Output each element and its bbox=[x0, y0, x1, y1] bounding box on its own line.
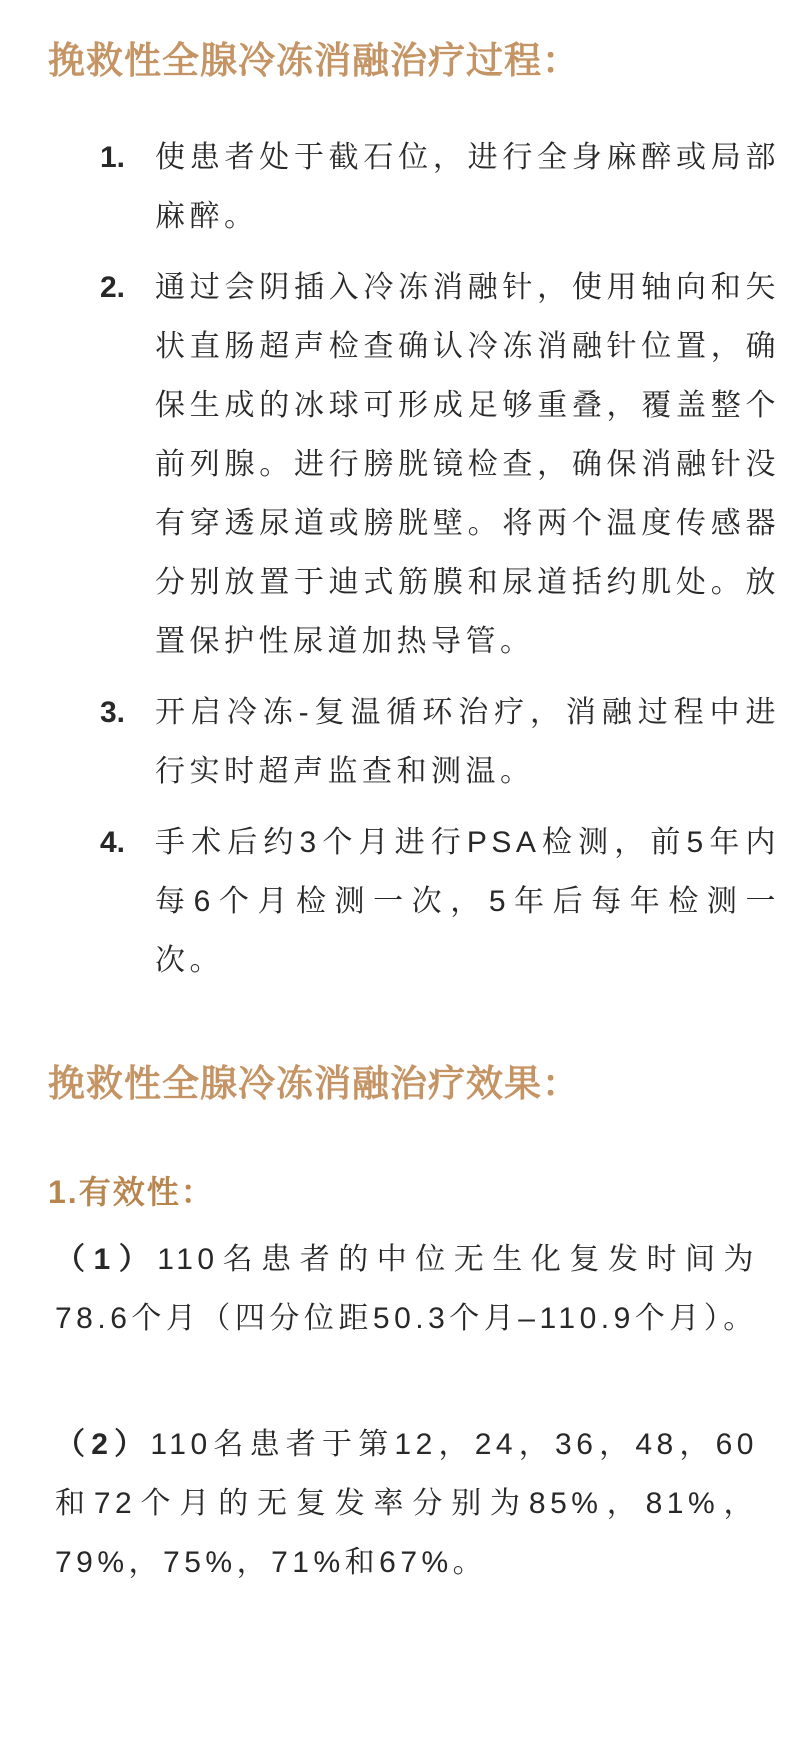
step-text: 使患者处于截石位，进行全身麻醉或局部麻醉。 bbox=[155, 141, 780, 233]
process-step-3 bbox=[100, 683, 780, 801]
paragraph-text: 110名患者于第12，24，36，48，60和72个月的无复发率分别为85%，81%，79%，75%，71%和67%。 bbox=[55, 1428, 758, 1579]
paragraph-text: 110名患者的中位无生化复发时间为78.6个月（四分位距50.3个月–110.9个月）。 bbox=[55, 1243, 759, 1335]
step-number: 1. bbox=[100, 141, 126, 174]
step-number: 4. bbox=[100, 826, 126, 859]
paragraph-label: （1） bbox=[55, 1243, 158, 1276]
process-section-heading: 挽救性全腺冷冻消融治疗过程： bbox=[48, 41, 580, 82]
process-step-2 bbox=[100, 258, 780, 671]
result-paragraph-1 bbox=[55, 1230, 758, 1348]
paragraph-label: （2） bbox=[55, 1428, 151, 1461]
result-paragraph-2 bbox=[55, 1415, 758, 1592]
step-text: 开启冷冻-复温循环治疗，消融过程中进行实时超声监查和测温。 bbox=[155, 696, 780, 788]
results-section-heading: 挽救性全腺冷冻消融治疗效果： bbox=[48, 1064, 580, 1105]
process-step-1 bbox=[100, 128, 780, 246]
step-number: 3. bbox=[100, 696, 126, 729]
process-step-4 bbox=[100, 813, 780, 990]
step-text: 通过会阴插入冷冻消融针，使用轴向和矢状直肠超声检查确认冷冻消融针位置，确保生成的冰球可形成足够重叠，覆盖整个前列腺。进行膀胱镜检查，确保消融针没有穿透尿道或膀胱壁。将两个温度传感器分别放置于迪式筋膜和尿道括约肌处。放置保护性尿道加热导管。 bbox=[155, 271, 780, 658]
step-number: 2. bbox=[100, 271, 126, 304]
effectiveness-subheading: 1.有效性： bbox=[48, 1174, 215, 1210]
process-steps-list bbox=[100, 128, 780, 990]
step-text: 手术后约3个月进行PSA检测，前5年内每6个月检测一次，5年后每年检测一次。 bbox=[155, 826, 780, 977]
